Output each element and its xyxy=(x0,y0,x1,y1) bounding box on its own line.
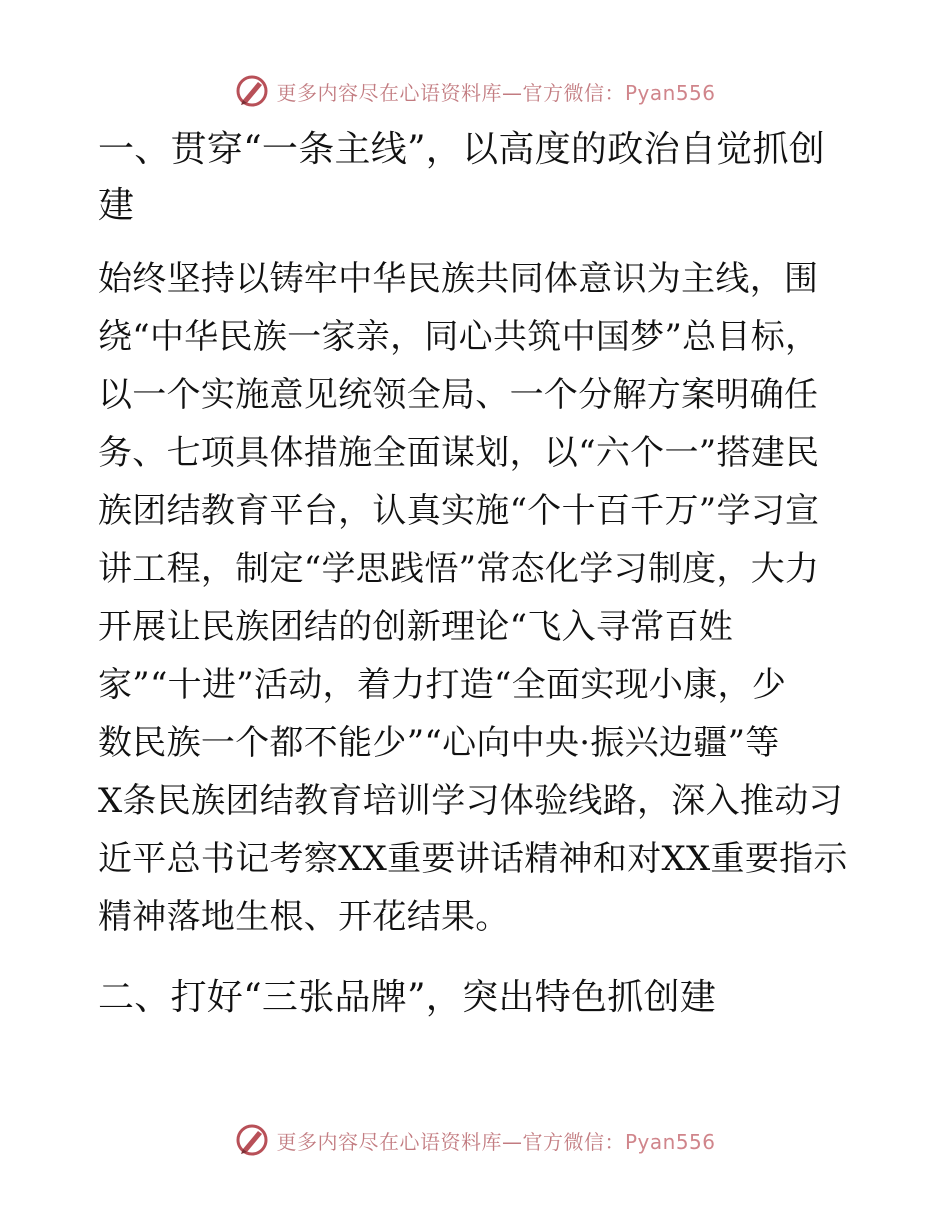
paragraph-line: 始终坚持以铸牢中华民族共同体意识为主线，围 xyxy=(98,259,819,299)
paragraph-line: 近平总书记考察XX重要讲话精神和对XX重要指示 xyxy=(98,839,848,879)
paragraph-line: X条民族团结教育培训学习体验线路，深入推动习 xyxy=(98,781,843,821)
pen-logo-icon xyxy=(234,73,270,109)
paragraph-line: 家”“十进”活动，着力打造“全面实现小康，少 xyxy=(98,665,787,705)
watermark-footer xyxy=(0,1120,950,1160)
paragraph-line: 绕“中华民族一家亲，同心共筑中国梦”总目标， xyxy=(98,317,820,357)
watermark-header xyxy=(0,71,950,111)
paragraph-line: 务、七项具体措施全面谋划，以“六个一”搭建民 xyxy=(98,433,820,473)
paragraph-line: 以一个实施意见统领全局、一个分解方案明确任 xyxy=(98,375,819,415)
paragraph-line: 族团结教育平台，认真实施“个十百千万”学习宣 xyxy=(98,491,820,531)
section-heading-2 xyxy=(98,970,858,1026)
pen-logo-icon xyxy=(234,1122,270,1158)
heading-line: 一、贯穿“一条主线”，以高度的政治自觉抓创 xyxy=(98,129,826,170)
paragraph-line: 精神落地生根、开花结果。 xyxy=(98,897,510,937)
watermark-wechat-id: Pyan556 xyxy=(624,80,716,105)
watermark-text xyxy=(276,1126,715,1155)
section-heading-1 xyxy=(98,122,858,234)
watermark-label: 更多内容尽在心语资料库—官方微信： xyxy=(276,80,625,105)
watermark-wechat-id: Pyan556 xyxy=(624,1129,716,1154)
paragraph-line: 数民族一个都不能少”“心向中央·振兴边疆”等 xyxy=(98,723,780,763)
heading-line: 建 xyxy=(98,185,135,226)
watermark-text xyxy=(276,77,715,106)
paragraph-line: 讲工程，制定“学思践悟”常态化学习制度，大力 xyxy=(98,549,820,589)
body-paragraph xyxy=(98,250,858,946)
heading-line: 二、打好“三张品牌”，突出特色抓创建 xyxy=(98,977,717,1018)
watermark-label: 更多内容尽在心语资料库—官方微信： xyxy=(276,1129,625,1154)
paragraph-line: 开展让民族团结的创新理论“飞入寻常百姓 xyxy=(98,607,734,647)
